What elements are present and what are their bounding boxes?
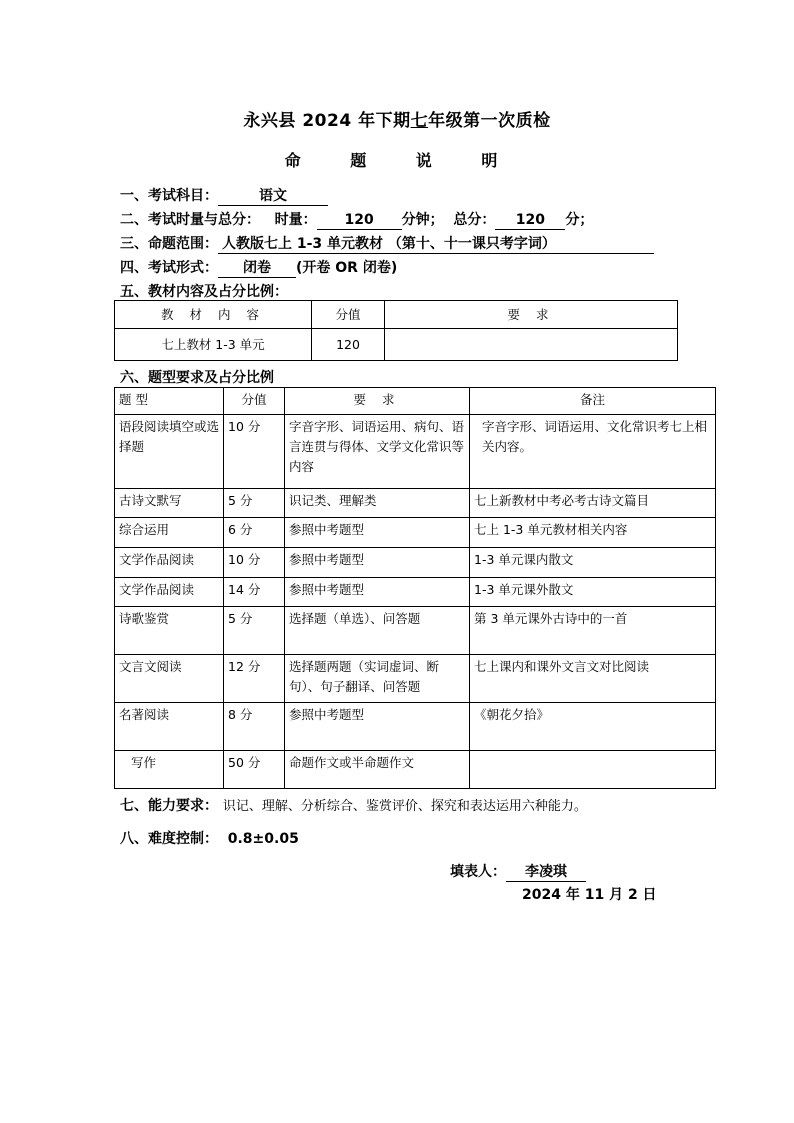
cell-requirements: 识记类、理解类: [285, 489, 470, 518]
header-remarks: 备注: [470, 388, 716, 415]
format-value: 闭卷: [218, 260, 296, 278]
table-row: [115, 415, 716, 489]
table-row: [115, 655, 716, 703]
table-row: [115, 703, 716, 751]
cell-points: 10 分: [224, 415, 285, 489]
cell-type: 名著阅读: [115, 703, 224, 751]
cell-remarks: 七上课内和课外文言文对比阅读: [470, 655, 716, 703]
content-table-row: [115, 329, 678, 361]
cell-type: 诗歌鉴赏: [115, 607, 224, 655]
section-difficulty: [120, 828, 299, 848]
cell-type: 语段阅读填空或选择题: [115, 415, 224, 489]
time-label: 时量：: [274, 212, 317, 228]
cell-requirements: 选择题（单选）、问答题: [285, 607, 470, 655]
cell-requirements: 参照中考题型: [285, 578, 470, 607]
cell-remarks: 七上 1-3 单元教材相关内容: [470, 518, 716, 548]
title-grade: 七: [410, 111, 429, 131]
content-table: [114, 300, 678, 361]
time-value: 120: [317, 212, 402, 230]
score-label: 总分：: [453, 212, 496, 228]
ability-value: 识记、理解、分析综合、鉴赏评价、探究和表达运用六种能力。: [222, 799, 587, 814]
cell-points: 8 分: [224, 703, 285, 751]
cell-remarks: 《朝花夕拾》: [470, 703, 716, 751]
table-row: [115, 548, 716, 578]
subject-label: 一、考试科目：: [120, 188, 218, 204]
header-requirements: 要 求: [285, 388, 470, 415]
header-content: 教 材 内 容: [115, 301, 312, 329]
section-question-types: 六、题型要求及占分比例: [120, 370, 274, 386]
difficulty-label: 八、难度控制：: [120, 831, 218, 847]
scope-label: 三、命题范围：: [120, 236, 218, 252]
cell-type: 综合运用: [115, 518, 224, 548]
cell-type: 文言文阅读: [115, 655, 224, 703]
cell-points: 5 分: [224, 607, 285, 655]
cell-requirements: 字音字形、词语运用、病句、语言连贯与得体、文学文化常识等内容: [285, 415, 470, 489]
header-type: 题 型: [115, 388, 224, 415]
cell-remarks: 七上新教材中考必考古诗文篇目: [470, 489, 716, 518]
filler-line: [450, 861, 586, 882]
cell-score: 120: [312, 329, 385, 361]
header-requirement: 要 求: [385, 301, 678, 329]
cell-requirements: 参照中考题型: [285, 548, 470, 578]
cell-type: 古诗文默写: [115, 489, 224, 518]
cell-points: 14 分: [224, 578, 285, 607]
cell-remarks: 字音字形、词语运用、文化常识考七上相关内容。: [470, 415, 716, 489]
format-label: 四、考试形式：: [120, 260, 218, 276]
cell-points: 12 分: [224, 655, 285, 703]
cell-points: 10 分: [224, 548, 285, 578]
cell-points: 6 分: [224, 518, 285, 548]
question-type-table: [114, 387, 716, 789]
time-unit: 分钟；: [401, 212, 444, 228]
cell-remarks: 第 3 单元课外古诗中的一首: [470, 607, 716, 655]
cell-remarks: 1-3 单元课内散文: [470, 548, 716, 578]
title-suffix: 年级第一次质检: [428, 111, 551, 131]
cell-remarks: 1-3 单元课外散文: [470, 578, 716, 607]
ability-label: 七、能力要求：: [120, 798, 218, 814]
cell-requirements: 选择题两题（实词虚词、断句）、句子翻译、问答题: [285, 655, 470, 703]
difficulty-value: 0.8±0.05: [227, 831, 299, 847]
format-note: (开卷 OR 闭卷): [296, 260, 398, 276]
table-row: [115, 751, 716, 789]
cell-content: 七上教材 1-3 单元: [115, 329, 312, 361]
header-score: 分值: [312, 301, 385, 329]
cell-points: 5 分: [224, 489, 285, 518]
section-scope: [120, 233, 654, 254]
cell-requirements: 命题作文或半命题作文: [285, 751, 470, 789]
content-table-header: [115, 301, 678, 329]
cell-remarks: [470, 751, 716, 789]
table-row: [115, 578, 716, 607]
subject-value: 语文: [218, 188, 328, 206]
document-subtitle: 命 题 说 明: [284, 151, 520, 170]
title-prefix: 永兴县 2024 年下期: [243, 111, 411, 131]
question-table-header: [115, 388, 716, 415]
fill-date: 2024 年 11 月 2 日: [522, 887, 657, 903]
cell-type: 写作: [115, 751, 224, 789]
filler-label: 填表人：: [450, 864, 506, 880]
section-ability: [120, 795, 587, 815]
cell-requirements: 参照中考题型: [285, 518, 470, 548]
time-score-label: 二、考试时量与总分：: [120, 212, 260, 228]
table-row: [115, 518, 716, 548]
cell-requirement: [385, 329, 678, 361]
table-row: [115, 489, 716, 518]
cell-type: 文学作品阅读: [115, 548, 224, 578]
score-unit: 分；: [565, 212, 594, 228]
filler-name: 李凌琪: [506, 864, 586, 882]
cell-requirements: 参照中考题型: [285, 703, 470, 751]
scope-value: 人教版七上 1-3 单元教材 （第十、十一课只考字词）: [218, 236, 654, 254]
section-content-ratio: 五、教材内容及占分比例：: [120, 284, 288, 300]
header-points: 分值: [224, 388, 285, 415]
cell-type: 文学作品阅读: [115, 578, 224, 607]
section-subject: [120, 185, 328, 206]
cell-points: 50 分: [224, 751, 285, 789]
section-time-score: [120, 209, 593, 230]
section-format: [120, 257, 397, 278]
table-row: [115, 607, 716, 655]
score-value: 120: [495, 212, 565, 230]
document-title: [0, 106, 794, 131]
